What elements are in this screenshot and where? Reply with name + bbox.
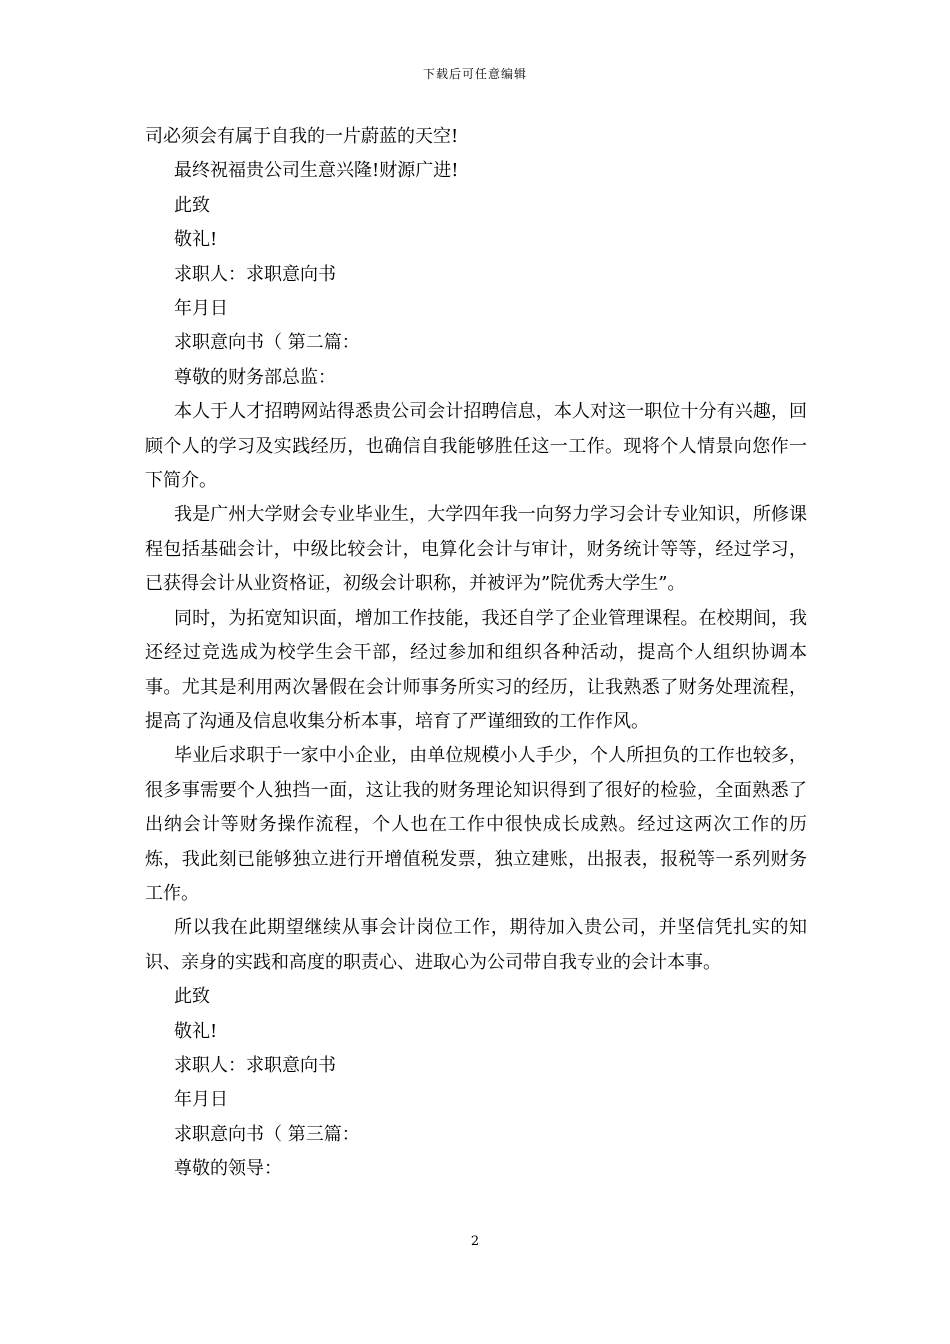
- paragraph: 司必须会有属于自我的一片蔚蓝的天空!: [145, 126, 459, 147]
- date-line: 年月日: [174, 298, 228, 320]
- section-heading: 求职意向书（ 第三篇：: [174, 1123, 360, 1145]
- greeting: 尊敬的领导：: [174, 1158, 282, 1180]
- paragraph: 最终祝福贵公司生意兴隆!财源广进!: [174, 160, 459, 182]
- paragraph: 毕业后求职于一家中小企业，由单位规模小人手少，个人所担负的工作也较多，很多事需要个人独挡一面，这让我的财务理论知识得到了很好的检验，全面熟悉了出纳会计等财务操作流程，个人也在工作中很快成长成熟。经过这两次工作的历炼，我此刻已能够独立进行开增值税发票，独立建账，出报表，报税等一系列财务工作。: [145, 745, 807, 904]
- page-header: 下载后可任意编辑: [422, 67, 527, 81]
- closing-salutation: 此致: [174, 194, 210, 216]
- signature-line: 求职人：求职意向书: [174, 263, 336, 285]
- paragraph: 同时，为拓宽知识面，增加工作技能，我还自学了企业管理课程。在校期间，我还经过竞选成为校学生会干部，经过参加和组织各种活动，提高个人组织协调本事。尤其是利用两次暑假在会计师事务所实习的经历，让我熟悉了财务处理流程，提高了沟通及信息收集分析本事，培育了严谨细致的工作作风。: [145, 607, 807, 732]
- closing-respect: 敬礼!: [174, 229, 218, 251]
- closing-salutation: 此致: [174, 986, 210, 1008]
- paragraph: 我是广州大学财会专业毕业生，大学四年我一向努力学习会计专业知识，所修课程包括基础会计，中级比较会计，电算化会计与审计，财务统计等等，经过学习，已获得会计从业资格证，初级会计职称，并被评为”院优秀大学生”。: [145, 504, 807, 595]
- greeting: 尊敬的财务部总监：: [174, 366, 336, 388]
- date-line: 年月日: [174, 1089, 228, 1111]
- document-body: [145, 120, 807, 1187]
- signature-line: 求职人：求职意向书: [174, 1054, 336, 1076]
- page-number: 2: [470, 1234, 480, 1249]
- paragraph: 本人于人才招聘网站得悉贵公司会计招聘信息，本人对这一职位十分有兴趣，回顾个人的学习及实践经历，也确信自我能够胜任这一工作。现将个人情景向您作一下简介。: [145, 401, 807, 492]
- closing-respect: 敬礼!: [174, 1020, 218, 1042]
- section-heading: 求职意向书（ 第二篇：: [174, 332, 360, 354]
- paragraph: 所以我在此期望继续从事会计岗位工作，期待加入贵公司，并坚信凭扎实的知识、亲身的实践和高度的职责心、进取心为公司带自我专业的会计本事。: [145, 917, 807, 973]
